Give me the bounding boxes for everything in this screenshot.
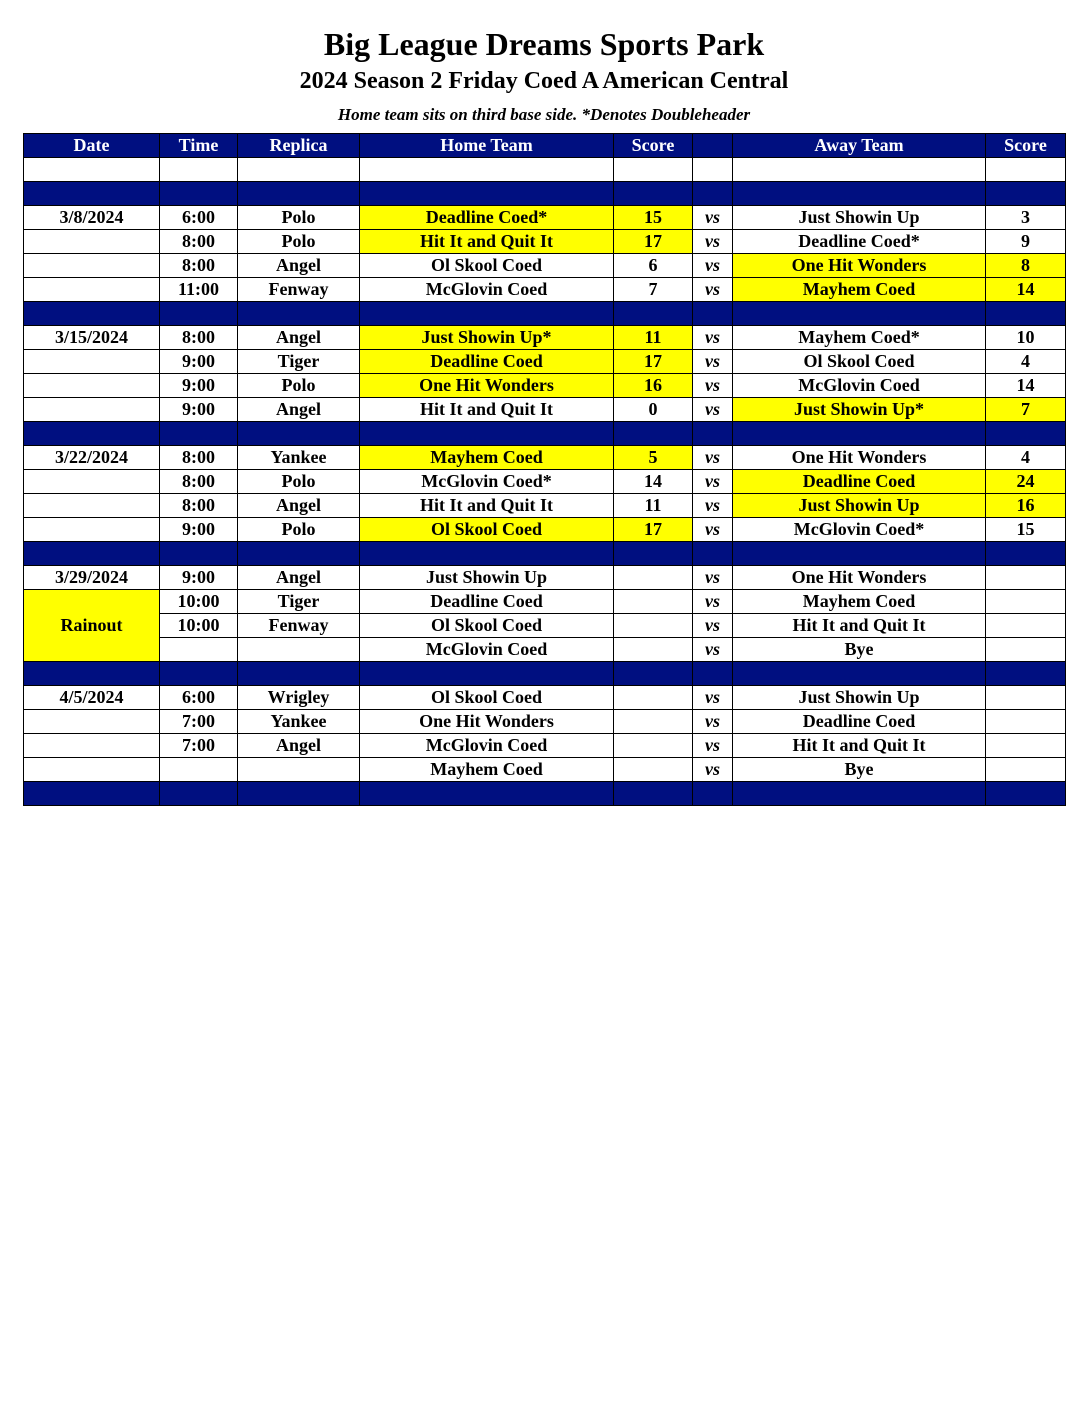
away-score: 7: [986, 398, 1066, 422]
week-separator-row: [24, 782, 1066, 806]
away-team: Bye: [733, 758, 986, 782]
away-score: [986, 566, 1066, 590]
schedule-body: [24, 158, 1066, 806]
separator-cell: [160, 542, 238, 566]
away-score: [986, 758, 1066, 782]
game-replica: Angel: [238, 566, 360, 590]
home-score: 17: [614, 350, 693, 374]
blank-cell: [24, 374, 160, 398]
game-replica: Fenway: [238, 614, 360, 638]
game-time: 8:00: [160, 446, 238, 470]
game-time: 8:00: [160, 326, 238, 350]
blank-cell: [24, 230, 160, 254]
blank-cell: [24, 518, 160, 542]
vs-label: vs: [693, 638, 733, 662]
separator-cell: [160, 422, 238, 446]
game-row: [24, 686, 1066, 710]
away-score: 8: [986, 254, 1066, 278]
game-time: 7:00: [160, 710, 238, 734]
home-team: Just Showin Up*: [360, 326, 614, 350]
game-replica: [238, 638, 360, 662]
game-replica: Polo: [238, 518, 360, 542]
separator-cell: [986, 422, 1066, 446]
away-score: [986, 590, 1066, 614]
game-time: 8:00: [160, 494, 238, 518]
schedule-note: Home team sits on third base side. *Denotes Doubleheader: [337, 105, 751, 124]
away-team: McGlovin Coed*: [733, 518, 986, 542]
home-team: One Hit Wonders: [360, 374, 614, 398]
game-row: [24, 590, 1066, 614]
game-row: [24, 470, 1066, 494]
away-team: McGlovin Coed: [733, 374, 986, 398]
home-team: Mayhem Coed: [360, 446, 614, 470]
home-score: [614, 566, 693, 590]
game-time: 8:00: [160, 470, 238, 494]
vs-label: vs: [693, 710, 733, 734]
home-score: 14: [614, 470, 693, 494]
blank-cell: [693, 158, 733, 182]
home-score: 16: [614, 374, 693, 398]
game-row: [24, 446, 1066, 470]
separator-cell: [693, 422, 733, 446]
away-score: 16: [986, 494, 1066, 518]
week-separator-row: [24, 422, 1066, 446]
vs-label: vs: [693, 326, 733, 350]
away-score: [986, 710, 1066, 734]
home-score: [614, 758, 693, 782]
home-team: Ol Skool Coed: [360, 614, 614, 638]
away-team: One Hit Wonders: [733, 566, 986, 590]
away-team: Hit It and Quit It: [733, 734, 986, 758]
away-team: Just Showin Up: [733, 206, 986, 230]
blank-cell: [24, 494, 160, 518]
separator-cell: [986, 302, 1066, 326]
game-time: 9:00: [160, 350, 238, 374]
table-header-row: [24, 134, 1066, 158]
game-row: [24, 350, 1066, 374]
col-header-home-team: Home Team: [360, 134, 614, 158]
game-row: [24, 614, 1066, 638]
separator-cell: [238, 182, 360, 206]
blank-cell: [24, 254, 160, 278]
home-score: [614, 734, 693, 758]
separator-cell: [360, 302, 614, 326]
col-header-date: Date: [24, 134, 160, 158]
separator-cell: [693, 662, 733, 686]
away-score: 24: [986, 470, 1066, 494]
away-team: Hit It and Quit It: [733, 614, 986, 638]
col-header-home-score: Score: [614, 134, 693, 158]
game-date: 3/15/2024: [24, 326, 160, 350]
game-time: 9:00: [160, 398, 238, 422]
home-team: Hit It and Quit It: [360, 494, 614, 518]
separator-cell: [160, 662, 238, 686]
home-score: 17: [614, 518, 693, 542]
away-team: One Hit Wonders: [733, 254, 986, 278]
away-team: Deadline Coed: [733, 470, 986, 494]
game-replica: Angel: [238, 494, 360, 518]
vs-label: vs: [693, 614, 733, 638]
vs-label: vs: [693, 374, 733, 398]
game-row: [24, 326, 1066, 350]
rainout-badge: Rainout: [24, 590, 160, 662]
vs-label: vs: [693, 206, 733, 230]
separator-cell: [24, 422, 160, 446]
page-subtitle: 2024 Season 2 Friday Coed A American Central: [299, 68, 789, 94]
home-team: McGlovin Coed: [360, 278, 614, 302]
home-team: Deadline Coed: [360, 350, 614, 374]
separator-cell: [160, 182, 238, 206]
away-team: Just Showin Up*: [733, 398, 986, 422]
separator-cell: [24, 182, 160, 206]
separator-cell: [238, 422, 360, 446]
away-score: 14: [986, 278, 1066, 302]
home-score: 6: [614, 254, 693, 278]
separator-cell: [238, 302, 360, 326]
separator-cell: [24, 302, 160, 326]
separator-cell: [614, 782, 693, 806]
away-team: Mayhem Coed: [733, 278, 986, 302]
game-replica: Tiger: [238, 350, 360, 374]
away-team: Deadline Coed*: [733, 230, 986, 254]
separator-cell: [360, 782, 614, 806]
separator-cell: [693, 542, 733, 566]
blank-cell: [24, 710, 160, 734]
game-replica: Polo: [238, 206, 360, 230]
game-time: 9:00: [160, 518, 238, 542]
vs-label: vs: [693, 278, 733, 302]
home-score: 11: [614, 326, 693, 350]
vs-label: vs: [693, 758, 733, 782]
separator-cell: [614, 422, 693, 446]
vs-label: vs: [693, 446, 733, 470]
col-header-time: Time: [160, 134, 238, 158]
vs-label: vs: [693, 350, 733, 374]
game-time: 6:00: [160, 686, 238, 710]
blank-cell: [986, 158, 1066, 182]
blank-cell: [24, 350, 160, 374]
col-header-away-team: Away Team: [733, 134, 986, 158]
home-score: [614, 614, 693, 638]
home-team: Deadline Coed*: [360, 206, 614, 230]
separator-cell: [360, 542, 614, 566]
game-row: [24, 230, 1066, 254]
separator-cell: [24, 662, 160, 686]
away-score: [986, 638, 1066, 662]
home-team: McGlovin Coed*: [360, 470, 614, 494]
vs-label: vs: [693, 686, 733, 710]
blank-row: [24, 158, 1066, 182]
separator-cell: [360, 182, 614, 206]
separator-cell: [360, 422, 614, 446]
blank-cell: [24, 398, 160, 422]
vs-label: vs: [693, 254, 733, 278]
game-row: [24, 518, 1066, 542]
away-score: [986, 686, 1066, 710]
vs-label: vs: [693, 470, 733, 494]
vs-label: vs: [693, 398, 733, 422]
game-row: [24, 278, 1066, 302]
game-row: [24, 494, 1066, 518]
game-row: [24, 254, 1066, 278]
away-score: 14: [986, 374, 1066, 398]
game-time: 9:00: [160, 566, 238, 590]
away-score: [986, 614, 1066, 638]
away-team: Bye: [733, 638, 986, 662]
game-replica: Wrigley: [238, 686, 360, 710]
blank-cell: [24, 158, 160, 182]
blank-cell: [24, 734, 160, 758]
home-team: Mayhem Coed: [360, 758, 614, 782]
separator-cell: [238, 662, 360, 686]
separator-cell: [24, 542, 160, 566]
separator-cell: [238, 782, 360, 806]
home-team: McGlovin Coed: [360, 734, 614, 758]
away-team: Mayhem Coed: [733, 590, 986, 614]
game-replica: [238, 758, 360, 782]
schedule-table: [23, 133, 1066, 806]
separator-cell: [238, 542, 360, 566]
home-score: 15: [614, 206, 693, 230]
separator-cell: [614, 182, 693, 206]
separator-cell: [24, 782, 160, 806]
home-team: Deadline Coed: [360, 590, 614, 614]
vs-label: vs: [693, 230, 733, 254]
game-time: 8:00: [160, 254, 238, 278]
game-replica: Yankee: [238, 710, 360, 734]
game-replica: Polo: [238, 230, 360, 254]
home-score: 0: [614, 398, 693, 422]
game-replica: Angel: [238, 734, 360, 758]
away-team: Mayhem Coed*: [733, 326, 986, 350]
game-time: 10:00: [160, 614, 238, 638]
home-team: Ol Skool Coed: [360, 518, 614, 542]
game-replica: Polo: [238, 470, 360, 494]
game-replica: Tiger: [238, 590, 360, 614]
blank-cell: [24, 758, 160, 782]
vs-label: vs: [693, 494, 733, 518]
col-header-replica: Replica: [238, 134, 360, 158]
game-date: 3/29/2024: [24, 566, 160, 590]
vs-label: vs: [693, 566, 733, 590]
home-team: Ol Skool Coed: [360, 254, 614, 278]
game-row: [24, 710, 1066, 734]
separator-cell: [733, 542, 986, 566]
week-separator-row: [24, 542, 1066, 566]
home-score: [614, 710, 693, 734]
page-title: Big League Dreams Sports Park: [323, 26, 765, 62]
game-row: [24, 638, 1066, 662]
blank-cell: [24, 278, 160, 302]
home-team: McGlovin Coed: [360, 638, 614, 662]
game-replica: Angel: [238, 398, 360, 422]
vs-label: vs: [693, 518, 733, 542]
separator-cell: [360, 662, 614, 686]
game-time: [160, 638, 238, 662]
separator-cell: [614, 662, 693, 686]
separator-cell: [693, 782, 733, 806]
separator-cell: [160, 782, 238, 806]
game-row: [24, 734, 1066, 758]
game-replica: Yankee: [238, 446, 360, 470]
game-replica: Fenway: [238, 278, 360, 302]
home-score: 7: [614, 278, 693, 302]
away-team: One Hit Wonders: [733, 446, 986, 470]
away-team: Deadline Coed: [733, 710, 986, 734]
away-team: Just Showin Up: [733, 494, 986, 518]
blank-cell: [238, 158, 360, 182]
game-replica: Polo: [238, 374, 360, 398]
separator-cell: [733, 422, 986, 446]
game-replica: Angel: [238, 254, 360, 278]
away-team: Just Showin Up: [733, 686, 986, 710]
col-header-away-score: Score: [986, 134, 1066, 158]
blank-cell: [360, 158, 614, 182]
away-score: 3: [986, 206, 1066, 230]
home-team: Hit It and Quit It: [360, 230, 614, 254]
separator-cell: [986, 662, 1066, 686]
vs-label: vs: [693, 734, 733, 758]
home-team: One Hit Wonders: [360, 710, 614, 734]
game-time: [160, 758, 238, 782]
home-score: 5: [614, 446, 693, 470]
separator-cell: [614, 302, 693, 326]
blank-cell: [733, 158, 986, 182]
separator-cell: [986, 182, 1066, 206]
game-row: [24, 398, 1066, 422]
game-time: 7:00: [160, 734, 238, 758]
game-date: 3/8/2024: [24, 206, 160, 230]
separator-cell: [986, 542, 1066, 566]
separator-cell: [733, 782, 986, 806]
week-separator-row: [24, 182, 1066, 206]
away-score: [986, 734, 1066, 758]
separator-cell: [614, 542, 693, 566]
game-row: [24, 206, 1066, 230]
home-team: Just Showin Up: [360, 566, 614, 590]
home-score: [614, 686, 693, 710]
separator-cell: [733, 302, 986, 326]
home-team: Hit It and Quit It: [360, 398, 614, 422]
game-time: 8:00: [160, 230, 238, 254]
game-date: 3/22/2024: [24, 446, 160, 470]
away-score: 15: [986, 518, 1066, 542]
game-time: 10:00: [160, 590, 238, 614]
home-score: [614, 590, 693, 614]
game-row: [24, 566, 1066, 590]
separator-cell: [986, 782, 1066, 806]
week-separator-row: [24, 302, 1066, 326]
blank-cell: [24, 470, 160, 494]
blank-cell: [160, 158, 238, 182]
away-score: 10: [986, 326, 1066, 350]
game-row: [24, 758, 1066, 782]
game-time: 6:00: [160, 206, 238, 230]
separator-cell: [733, 662, 986, 686]
separator-cell: [693, 182, 733, 206]
week-separator-row: [24, 662, 1066, 686]
home-score: 17: [614, 230, 693, 254]
game-replica: Angel: [238, 326, 360, 350]
game-row: [24, 374, 1066, 398]
vs-label: vs: [693, 590, 733, 614]
game-time: 11:00: [160, 278, 238, 302]
away-score: 9: [986, 230, 1066, 254]
home-score: 11: [614, 494, 693, 518]
away-score: 4: [986, 446, 1066, 470]
home-team: Ol Skool Coed: [360, 686, 614, 710]
blank-cell: [614, 158, 693, 182]
game-time: 9:00: [160, 374, 238, 398]
home-score: [614, 638, 693, 662]
separator-cell: [733, 182, 986, 206]
separator-cell: [160, 302, 238, 326]
col-header-vs: [693, 134, 733, 158]
away-score: 4: [986, 350, 1066, 374]
game-date: 4/5/2024: [24, 686, 160, 710]
away-team: Ol Skool Coed: [733, 350, 986, 374]
separator-cell: [693, 302, 733, 326]
